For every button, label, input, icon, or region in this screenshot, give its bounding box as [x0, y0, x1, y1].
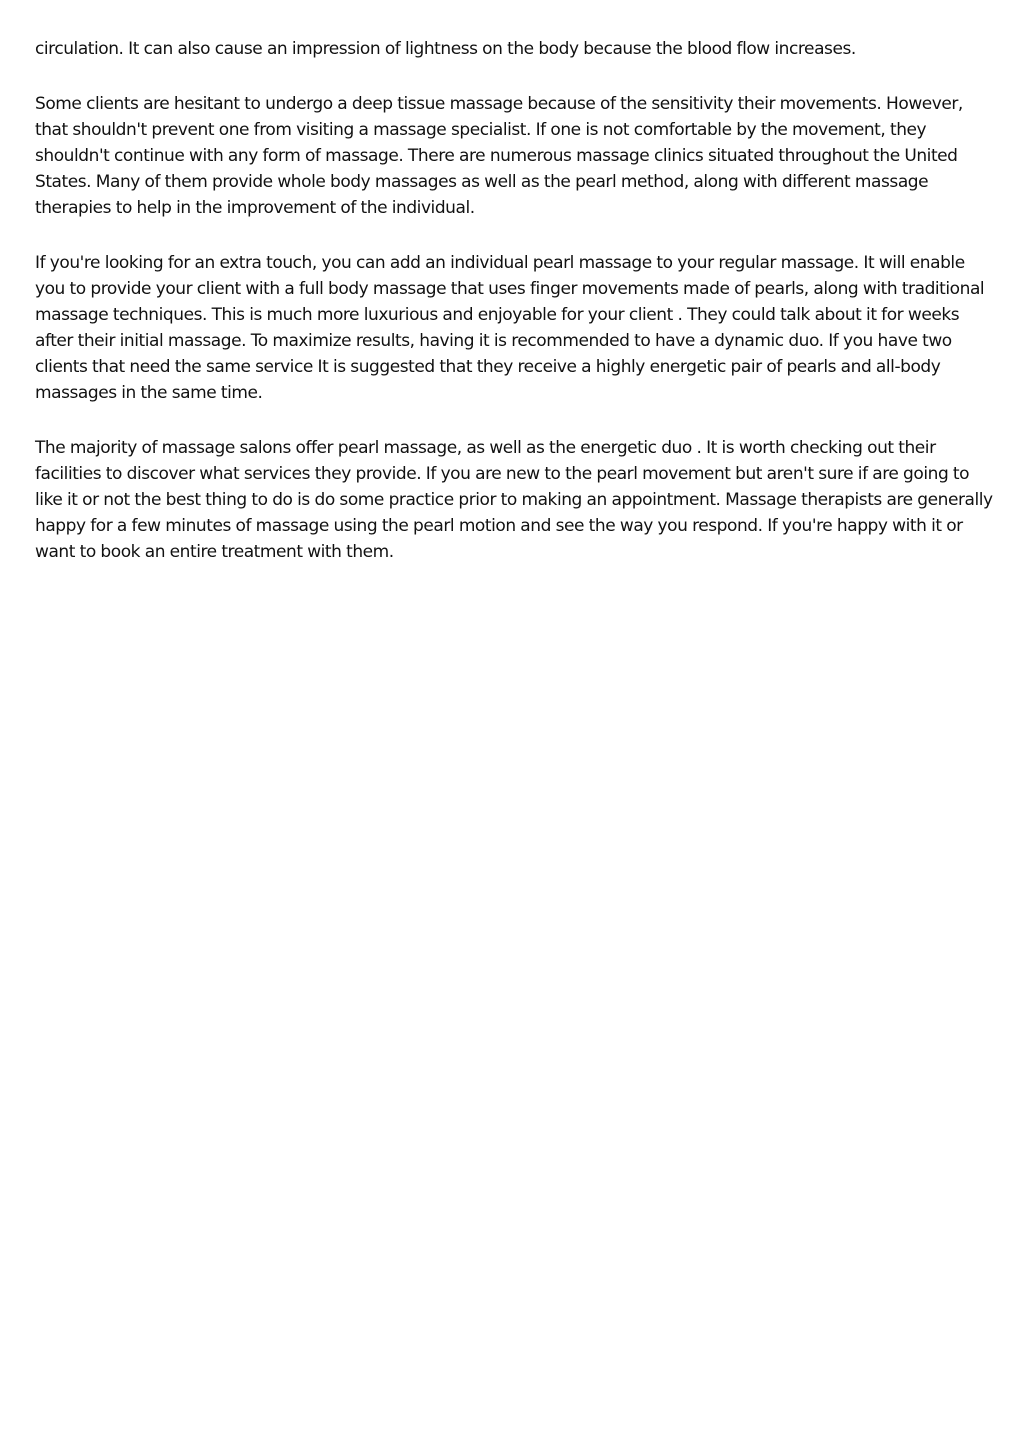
paragraph-1: circulation. It can also cause an impression of lightness on the body because the blood flow increases.: [35, 39, 856, 59]
paragraph-2: Some clients are hesitant to undergo a deep tissue massage because of the sensitivity their movements. However, that shouldn't prevent one from visiting a massage specialist. If one is not comfortable by the movement, they shouldn't continue with any form of massage. There are numerous massage clinics situated throughout the United States. Many of them provide whole body massages as well as the pearl method, along with different massage therapies to help in the improvement of the individual.: [35, 94, 963, 218]
paragraph-4: The majority of massage salons offer pearl massage, as well as the energetic duo . It is worth checking out their facilities to discover what services they provide. If you are new to the pearl movement but aren't sure if are going to like it or not the best thing to do is do some practice prior to making an appointment. Massage therapists are generally happy for a few minutes of massage using the pearl motion and see the way you respond. If you're happy with it or want to book an entire treatment with them.: [35, 438, 993, 562]
document-body: [35, 36, 997, 594]
paragraph-3: If you're looking for an extra touch, you can add an individual pearl massage to your regular massage. It will enable you to provide your client with a full body massage that uses finger movements made of pearls, along with traditional massage techniques. This is much more luxurious and enjoyable for your client . They could talk about it for weeks after their initial massage. To maximize results, having it is recommended to have a dynamic duo. If you have two clients that need the same service It is suggested that they receive a highly energetic pair of pearls and all-body massages in the same time.: [35, 253, 985, 403]
